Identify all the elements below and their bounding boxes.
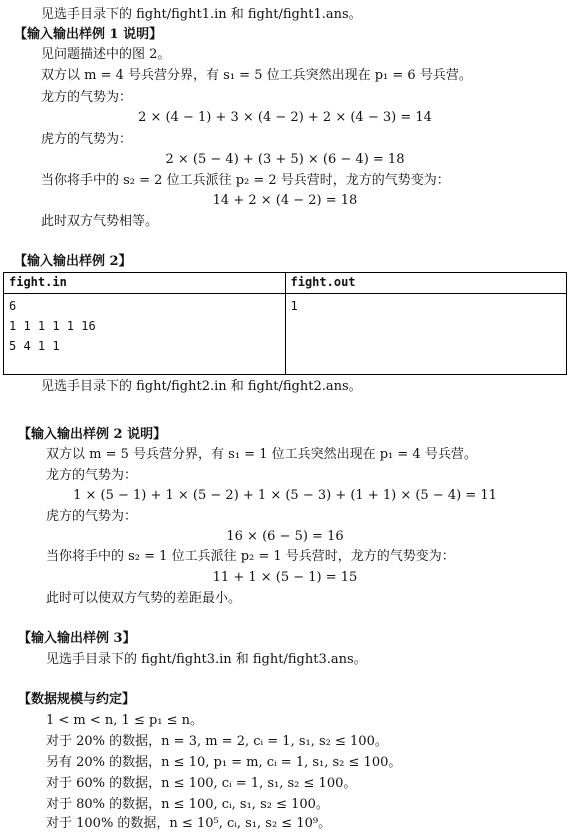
data-range-heading: 【数据规模与约定】 — [18, 692, 136, 707]
sample1-line-4: 虎方的气势为： — [41, 132, 133, 147]
sample2-equation-3: 11 + 1 × (5 − 1) = 15 — [212, 570, 358, 585]
sample1-equation-2: 2 × (5 − 4) + (3 + 5) × (6 − 4) = 18 — [165, 152, 405, 167]
constraint-60-percent: 对于 60% 的数据，n ≤ 100, cᵢ = 1, s₁, s₂ ≤ 100。 — [46, 776, 357, 791]
sample2-equation-2: 16 × (6 − 5) = 16 — [226, 529, 344, 544]
constraint-100-percent: 对于 100% 的数据，n ≤ 10⁵, cᵢ, s₁, s₂ ≤ 10⁹。 — [46, 816, 332, 831]
sample1-equation-3: 14 + 2 × (4 − 2) = 18 — [212, 193, 358, 208]
sample1-line-3: 龙方的气势为： — [41, 90, 133, 105]
constraint-extra-20-percent: 另有 20% 的数据，n ≤ 10, p₁ = m, cᵢ = 1, s₁, s₂ ≤ 100。 — [46, 755, 402, 770]
sample2-line-1: 双方以 m = 5 号兵营分界，有 s₁ = 1 位工兵突然出现在 p₁ = 4 号兵营。 — [46, 447, 477, 462]
sample1-file-ref: 见选手目录下的 fight/fight1.in 和 fight/fight1.ans。 — [41, 7, 362, 22]
sample1-explanation-heading: 【输入输出样例 1 说明】 — [14, 27, 163, 42]
sample2-heading: 【输入输出样例 2】 — [14, 254, 132, 269]
sample2-explanation-heading: 【输入输出样例 2 说明】 — [18, 427, 167, 442]
sample1-equation-1: 2 × (4 − 1) + 3 × (4 − 2) + 2 × (4 − 3) = 14 — [138, 110, 432, 125]
sample2-line-4: 当你将手中的 s₂ = 1 位工兵派往 p₂ = 1 号兵营时，龙方的气势变为： — [46, 549, 455, 564]
input-line: 1 1 1 1 1 16 — [9, 319, 96, 333]
sample1-line-2: 双方以 m = 4 号兵营分界，有 s₁ = 5 位工兵突然出现在 p₁ = 6 号兵营。 — [41, 68, 472, 83]
constraint-20-percent: 对于 20% 的数据，n = 3, m = 2, cᵢ = 1, s₁, s₂ ≤ 100。 — [46, 734, 388, 749]
sample2-equation-1: 1 × (5 − 1) + 1 × (5 − 2) + 1 × (5 − 3) + (1 + 1) × (5 − 4) = 11 — [73, 488, 497, 503]
output-cell — [285, 294, 567, 375]
input-line: 5 4 1 1 — [9, 339, 60, 353]
input-line: 6 — [9, 299, 17, 313]
sample2-file-ref: 见选手目录下的 fight/fight2.in 和 fight/fight2.ans。 — [41, 379, 362, 394]
column-header-output: fight.out — [285, 273, 567, 294]
column-header-input: fight.in — [4, 273, 286, 294]
sample2-line-3: 虎方的气势为： — [46, 509, 138, 524]
constraint-80-percent: 对于 80% 的数据，n ≤ 100, cᵢ, s₁, s₂ ≤ 100。 — [46, 797, 329, 812]
sample2-line-5: 此时可以使双方气势的差距最小。 — [46, 591, 242, 606]
sample3-file-ref: 见选手目录下的 fight/fight3.in 和 fight/fight3.ans。 — [46, 652, 367, 667]
sample1-line-5: 当你将手中的 s₂ = 2 位工兵派往 p₂ = 2 号兵营时，龙方的气势变为： — [41, 173, 450, 188]
output-line: 1 — [290, 299, 298, 313]
sample1-line-1: 见问题描述中的图 2。 — [41, 47, 171, 62]
constraint-general: 1 < m < n, 1 ≤ p₁ ≤ n。 — [46, 713, 204, 728]
sample3-heading: 【输入输出样例 3】 — [18, 631, 136, 646]
input-cell — [4, 294, 286, 375]
sample1-line-6: 此时双方气势相等。 — [41, 214, 159, 229]
sample2-io-table — [3, 272, 567, 375]
sample2-line-2: 龙方的气势为： — [46, 468, 138, 483]
